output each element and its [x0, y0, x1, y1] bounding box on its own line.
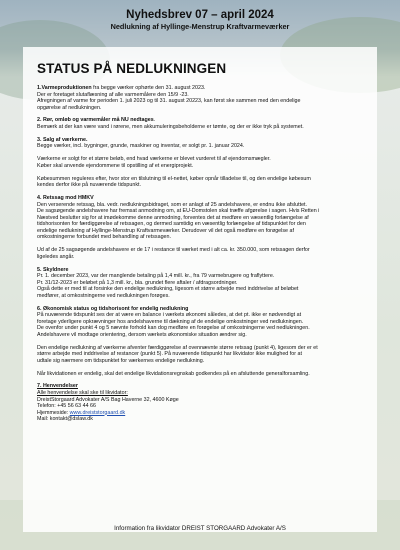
newsletter-title: Nyhedsbrev 07 – april 2024	[126, 9, 274, 21]
section-4	[37, 195, 367, 241]
section-6-text: Andelshavere vil modtage orientering, dersom værkets økonomiske situation ændrer sig.	[37, 331, 247, 338]
section-2-heading: 2. Rør, omløb og varmemåler må NU nedtages	[37, 117, 154, 124]
section-5-heading: 5. Skyldnere	[37, 266, 69, 273]
newsletter-subtitle: Nedlukning af Hyllinge-Menstrup Kraftvarmeværker	[110, 22, 290, 31]
document-content	[37, 61, 367, 429]
section-7-text: Alle henvendelse skal ske til likvidator:	[37, 389, 128, 396]
section-1-heading: 1.Varmeproduktionen	[37, 85, 92, 91]
section-4-text: De sagsøgende andelshavere har fremsat anmodning om, at EU-Domstolen skal træffe afgørelse i sagen. Hvis Retten i	[37, 208, 320, 215]
section-3-paragraph	[37, 176, 367, 189]
section-6-text: Den endelige nedlukning af værkerne afventer færdiggørelse af ovennævnte større retssag (punkt 4), ligesom der er et	[37, 344, 318, 351]
section-6-text: udtale sig nærmere om tidspunktet for værkernes endelige nedlukning.	[37, 357, 205, 364]
section-3-heading: 3. Salg af værkerne.	[37, 136, 88, 143]
section-1-text: opgørelse af nedlukningen.	[37, 104, 102, 111]
section-3-text: Køber skal anvende ejendommene til opstilling af et energiprojekt.	[37, 162, 194, 169]
website-link[interactable]: www.dreiststorgaard.dk	[69, 409, 126, 416]
section-1	[37, 85, 367, 111]
section-6-text: De ovenfor under punkt 4 og 5 nævnte forhold kan dog medføre en forøgelse af omkostningerne ved nedlukningen.	[37, 325, 310, 332]
section-2-text: Bemærk at der kan være vand i rørene, men akkumuleringsbeholderne er tømte, og der er ikke tryk på systemet.	[37, 124, 304, 131]
contact-mail: Mail: kontakt@dslaw.dk	[37, 416, 93, 423]
section-3-text: kendes derfor ikke på nuværende tidspunkt.	[37, 182, 141, 189]
section-4-text: ligeledes angår.	[37, 253, 75, 260]
section-6	[37, 306, 367, 339]
section-4-text: tidshorisonten for færdiggørelse af retssagen, og dermed samtidig en væsentlig forlængelse af tidspunktet for den	[37, 221, 306, 228]
newsletter-header	[0, 0, 400, 42]
section-7	[37, 383, 367, 422]
contact-phone: Telefon: +45 56 63 44 66	[37, 403, 96, 410]
section-4-paragraph	[37, 247, 367, 260]
section-2	[37, 117, 367, 130]
section-1-text: Afregningen af varme for perioden 1. juli 2023 og til 31. august 20223, kan først ske sammen med den endelige	[37, 98, 301, 105]
section-6-text: På nuværende tidspunkt ses der at være en balance i værkets økonomi således, at det pt. ikke er nødvendigt at	[37, 312, 302, 319]
section-4-heading: 4. Retssag mod HMKV	[37, 195, 94, 202]
section-6-heading: 6. Økonomisk status og tidshorisont for endelig nedlukning	[37, 305, 189, 312]
section-1-text: fra begge værker ophørte den 31. august 2023.	[91, 85, 206, 91]
section-5-text: medfører, at omkostningerne ved nedlukningen forøges.	[37, 292, 170, 299]
section-3	[37, 137, 367, 150]
section-4-text: Næstved beslutter sig for at imødekomme denne anmodning, forventes det at medføre en væsentlig forlængelse af	[37, 214, 309, 221]
contact-address: DreistStorgaard Advokater A/S Bag Haverne 32, 4600 Køge	[37, 396, 179, 403]
section-5-text: Pr. 1. december 2023, var der manglende betaling på 1,4 mill. kr., fra 79 varmebrugere og fraflyttere.	[37, 273, 275, 280]
section-3-text: Købesummen reguleres efter, hvor stor en tilslutning til el-nettet, køber opnår tilladelse til, og den endelige købesum	[37, 175, 311, 182]
section-3-text: Værkerne er solgt for et større beløb, end hvad værkerne er blevet vurderet til af ejendomsmægler.	[37, 156, 271, 163]
section-5-text: Også dette er med til at forsinke den endelige nedlukning, ligesom et større arbejde med inddrivelse af beløbet	[37, 286, 299, 293]
section-4-text: Ud af de 25 sagsøgende andelshavere er de 17 i restance til værket med i alt ca. kr. 350.000, som retssagen derfor	[37, 247, 310, 254]
section-6-text: større arbejde med inddrivelse af restancer (punkt 5). På nuværende tidspunkt har likvidator ikke mulighed for at	[37, 351, 302, 358]
section-1-text: Der er foretaget slutaflæsning af alle varmemålere den 15/9 -23.	[37, 91, 189, 98]
section-3-paragraph	[37, 156, 367, 169]
section-4-text: Den verserende retssag, bla. vedr. nedlukningsbidraget, som er anlagt af 25 andelshavere, er endnu ikke afsluttet.	[37, 201, 308, 208]
section-3-text: Begge værker, incl. bygninger, grunde, maskiner og inventar, er solgt pr. 1. januar 2024.	[37, 143, 245, 150]
document-title: STATUS PÅ NEDLUKNINGEN	[37, 61, 227, 76]
section-6-paragraph	[37, 371, 367, 378]
section-5-text: Pr. 31/12-2023 er beløbet på 1,3 mill. kr., bla. grundet flere aftaler / afdragsordninger.	[37, 279, 238, 286]
section-6-text: foretage yderligere opkrævninger hos andelshaverne til dækning af de endelige omkostninger ved nedlukningen.	[37, 318, 304, 325]
section-7-heading: 7. Henvendelser	[37, 383, 78, 390]
section-2-heading-end: .	[153, 117, 156, 124]
section-4-text: omkostningerne forbundet med behandling af retssagen.	[37, 234, 171, 241]
section-4-text: endelige nedlukning af Hyllinge-Menstrup Kraftvarmeværker. Derudover vil det også medføre en forøgelse af	[37, 227, 294, 234]
section-6-text: Når likvidationen er endelig, skal det endelige likvidationsregnskab godkendes på en afsluttende generalforsamling.	[37, 370, 310, 377]
website-label: Hjemmeside:	[37, 409, 70, 416]
section-6-paragraph	[37, 345, 367, 365]
section-5	[37, 267, 367, 300]
footer-text: Information fra likvidator DREIST STORGAARD Advokater A/S	[114, 525, 286, 532]
